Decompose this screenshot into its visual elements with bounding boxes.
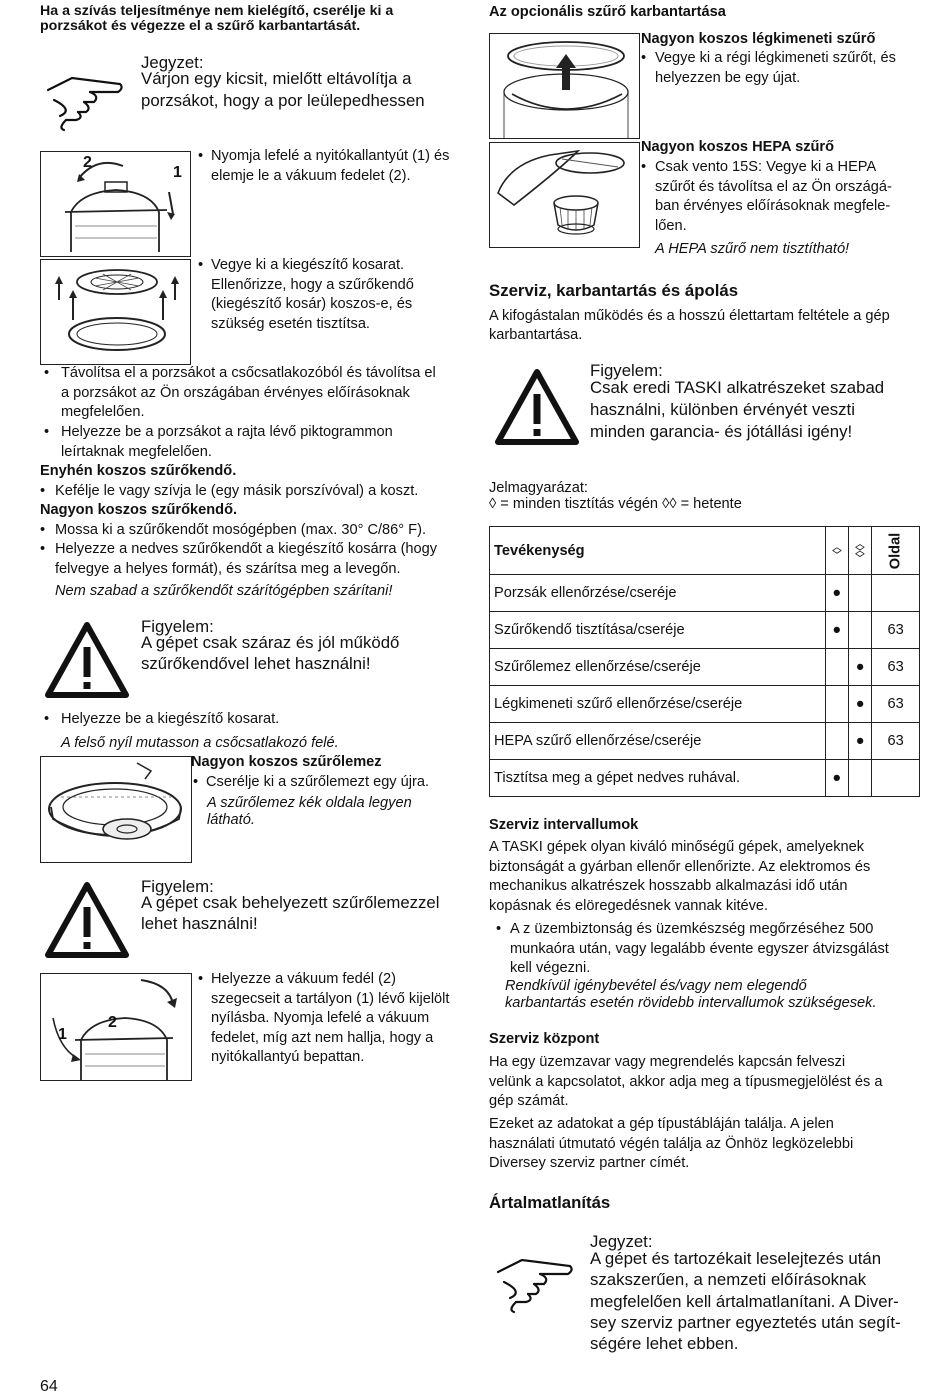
very-dirty-heading: Nagyon koszos szűrőkendő. bbox=[40, 502, 238, 518]
service-center-paragraph bbox=[489, 1053, 929, 1112]
bullet-remove-hepa: • Csak vento 15S: Vegye ki a HEPA szűrőt és távolítsa el az Ön országá- ban érvényes előírásoknak megfele- lően. bbox=[641, 158, 931, 236]
bullet-line: Csak vento 15S: Vegye ki a HEPA bbox=[655, 159, 877, 175]
table-row bbox=[490, 575, 920, 612]
table-cell-mark bbox=[848, 575, 871, 612]
lid-removal-figure bbox=[40, 151, 191, 257]
table-cell-activity: Szűrőlemez ellenőrzése/cseréje bbox=[490, 649, 826, 686]
bullet-line: Mossa ki a szűrőkendőt mosógépben (max. 30° C/86° F). bbox=[55, 522, 427, 538]
warning-line: minden garancia- és jótállási igény! bbox=[590, 422, 853, 441]
column-header-activity: Tevékenység bbox=[490, 527, 826, 575]
bullet-line: A z üzembiztonság és üzemkészség megőrzéséhez 500 bbox=[510, 921, 874, 937]
warning-line: A gépet csak száraz és jól működő bbox=[141, 633, 400, 652]
bullet-insert-basket: • Helyezze be a kiegészítő kosarat. bbox=[44, 710, 474, 730]
warning-line: használni, különben érvényét veszti bbox=[590, 400, 855, 419]
bullet-line: megfelelően. bbox=[61, 404, 145, 421]
table-row bbox=[490, 686, 920, 723]
table-cell-mark: ● bbox=[848, 723, 871, 760]
plate-note-line: látható. bbox=[207, 812, 255, 828]
bullet-line: Cserélje ki a szűrőlemezt egy újra. bbox=[206, 774, 430, 790]
column-header-each-cleaning bbox=[825, 527, 848, 575]
paragraph-line: kopásnak és elöregedésnek vannak kitéve. bbox=[489, 897, 769, 914]
table-header-row bbox=[490, 527, 920, 575]
column-header-label: ◊◊ bbox=[852, 544, 868, 557]
filter-plate-heading: Nagyon koszos szűrőlemez bbox=[191, 754, 382, 770]
table-cell-mark bbox=[825, 723, 848, 760]
bullet-line: kell végezni. bbox=[510, 960, 591, 977]
note-line: porzsákot, hogy a por leülepedhessen bbox=[141, 91, 425, 110]
bullet-remove-bag: • Távolítsa el a porzsákot a csőcsatlakozóból és távolítsa el a porzsákot az Ön országában érvényes előírásoknak megfelelően. bbox=[44, 364, 474, 423]
column-header-label: ◊ bbox=[829, 547, 845, 554]
step-line: Ellenőrizze, hogy a szűrőkendő bbox=[211, 276, 414, 293]
warning-triangle-icon bbox=[44, 880, 130, 960]
bullet-line: helyezzen be egy újat. bbox=[655, 69, 801, 86]
table-cell-activity: Légkimeneti szűrő ellenőrzése/cseréje bbox=[490, 686, 826, 723]
table-cell-mark bbox=[825, 686, 848, 723]
page-number: 64 bbox=[40, 1378, 58, 1395]
table-cell-mark: ● bbox=[825, 612, 848, 649]
warning-triangle-icon bbox=[494, 367, 580, 447]
bullet-inspection: • A z üzembiztonság és üzemkészség megőrzéséhez 500 munkaóra után, vagy legalább évente egyszer átvizsgálást kell végezni. bbox=[496, 920, 926, 979]
bullet-line: Helyezze be a porzsákot a rajta lévő piktogrammon bbox=[61, 424, 393, 440]
service-intervals-paragraph bbox=[489, 838, 929, 916]
warning-line: A gépet csak behelyezett szűrőlemezzel bbox=[141, 893, 440, 912]
exhaust-filter-heading: Nagyon koszos légkimeneti szűrő bbox=[641, 31, 876, 47]
column-header-page bbox=[872, 527, 920, 575]
table-cell-page bbox=[872, 575, 920, 612]
table-cell-page: 63 bbox=[872, 723, 920, 760]
paragraph-line: A TASKI gépek olyan kiváló minőségű gépek, amelyeknek bbox=[489, 839, 865, 855]
table-cell-mark: ● bbox=[825, 760, 848, 797]
service-heading: Szerviz, karbantartás és ápolás bbox=[489, 281, 739, 300]
service-paragraph: A kifogástalan működés és a hosszú élettartam feltétele a gép bbox=[489, 308, 890, 324]
figure-number-label: 1 bbox=[58, 1026, 67, 1043]
paragraph-line: Ezeket az adatokat a gép típustábláján találja. A jelen bbox=[489, 1116, 834, 1132]
table-cell-activity: HEPA szűrő ellenőrzése/cseréje bbox=[490, 723, 826, 760]
exhaust-filter-figure bbox=[489, 33, 640, 139]
paragraph-line: Ha egy üzemzavar vagy megrendelés kapcsán felveszi bbox=[489, 1054, 846, 1070]
step-line: elemje le a vákuum fedelet (2). bbox=[211, 167, 411, 184]
step-line: fedelet, míg azt nem hallja, hogy a bbox=[211, 1029, 434, 1046]
step-line: Helyezze a vákuum fedél (2) bbox=[211, 971, 396, 987]
table-row bbox=[490, 723, 920, 760]
column-header-weekly bbox=[848, 527, 871, 575]
step-line: nyitókallantyú bepattan. bbox=[211, 1049, 365, 1066]
table-cell-page: 63 bbox=[872, 649, 920, 686]
step-line: (kiegészítő kosár) koszos-e, és bbox=[211, 296, 413, 313]
interval-note-line: karbantartás esetén rövidebb intervallumok szükségesek. bbox=[505, 995, 877, 1011]
disposal-heading: Ártalmatlanítás bbox=[489, 1193, 611, 1212]
service-intervals-heading: Szerviz intervallumok bbox=[489, 817, 639, 833]
table-cell-activity: Szűrőkendő tisztítása/cseréje bbox=[490, 612, 826, 649]
figure-number-label: 2 bbox=[83, 154, 92, 171]
table-cell-mark bbox=[848, 612, 871, 649]
note-title: Jegyzet: bbox=[141, 53, 204, 72]
paragraph-line: mechanikus alkatrészek hosszabb alkalmazási idő után bbox=[489, 878, 848, 895]
note-line: megfelelően kell ártalmatlanítani. A Diver- bbox=[590, 1292, 899, 1311]
bullet-line: munkaóra után, vagy legalább évente egyszer átvizsgálást bbox=[510, 940, 889, 957]
paragraph-line: használati útmutató végén találja az Önhöz legközelebbi bbox=[489, 1135, 854, 1152]
service-paragraph: karbantartása. bbox=[489, 327, 583, 343]
paragraph-line: Diversey szerviz partner címét. bbox=[489, 1155, 690, 1172]
warning-line: szűrőkendővel lehet használni! bbox=[141, 654, 371, 673]
note-line: Várjon egy kicsit, mielőtt eltávolítja a bbox=[141, 69, 412, 88]
note-line: szakszerűen, a nemzeti előírásoknak bbox=[590, 1270, 867, 1289]
hepa-filter-heading: Nagyon koszos HEPA szűrő bbox=[641, 139, 834, 155]
warning-line: lehet használni! bbox=[141, 914, 258, 933]
step-close-lid: • Helyezze a vákuum fedél (2) szegecseit a tartályon (1) lévő kijelölt nyílásba. Nyomja lefelé a vákuum fedelet, míg azt nem hallja, hogy a nyitókallantyú bepattan. bbox=[198, 970, 478, 1068]
lid-closing-figure bbox=[40, 973, 192, 1081]
column-header-label: Oldal bbox=[887, 532, 904, 569]
paragraph-line: velünk a kapcsolatot, akkor adja meg a típusmegjelölést és a bbox=[489, 1073, 883, 1090]
bullet-replace-exhaust: • Vegye ki a régi légkimeneti szűrőt, és helyezzen be egy újat. bbox=[641, 49, 931, 88]
step-line: szükség esetén tisztítsa. bbox=[211, 315, 370, 332]
bullet-brush-off: • Kefélje le vagy szívja le (egy másik porszívóval) a koszt. bbox=[40, 482, 470, 502]
step-line: Nyomja lefelé a nyitókallantyút (1) és bbox=[211, 148, 450, 164]
arrow-direction-note: A felső nyíl mutasson a csőcsatlakozó felé. bbox=[61, 735, 339, 751]
bullet-line: Helyezze a nedves szűrőkendőt a kiegészítő kosárra (hogy bbox=[55, 541, 438, 557]
bullet-line: Vegye ki a régi légkimeneti szűrőt, és bbox=[655, 50, 896, 66]
filter-plate-figure bbox=[40, 756, 192, 863]
legend-title: Jelmagyarázat: bbox=[489, 480, 588, 496]
table-cell-page: 63 bbox=[872, 612, 920, 649]
note-line: sey szerviz partner egyeztetés után segít- bbox=[590, 1313, 901, 1332]
table-row bbox=[490, 612, 920, 649]
table-cell-activity: Tisztítsa meg a gépet nedves ruhával. bbox=[490, 760, 826, 797]
figure-number-label: 2 bbox=[108, 1014, 117, 1031]
bullet-line: leírtaknak megfelelően. bbox=[61, 443, 212, 460]
intro-text: Ha a szívás teljesítménye nem kielégítő, cserélje ki a porzsákot és végezze el a szűrő karbantartását. bbox=[40, 3, 394, 34]
bullet-line: szűrőt és távolítsa el az Ön országá- bbox=[655, 178, 892, 195]
table-cell-page: 63 bbox=[872, 686, 920, 723]
warning-title: Figyelem: bbox=[141, 617, 214, 636]
paragraph-line: biztonságát a gyárban ellenőr ellenőrizte. Az elektromos és bbox=[489, 858, 871, 875]
figure-number-label: 1 bbox=[173, 164, 182, 181]
pointing-hand-icon bbox=[44, 70, 124, 132]
note-line: A gépet és tartozékait leselejtezés után bbox=[590, 1249, 882, 1268]
bullet-line: Helyezze be a kiegészítő kosarat. bbox=[61, 711, 280, 727]
plate-note-line: A szűrőlemez kék oldala legyen bbox=[207, 795, 412, 811]
warning-title: Figyelem: bbox=[141, 877, 214, 896]
optional-filter-heading: Az opcionális szűrő karbantartása bbox=[489, 4, 726, 20]
step-open-lid: • Nyomja lefelé a nyitókallantyút (1) és elemje le a vákuum fedelet (2). bbox=[198, 147, 468, 186]
table-cell-activity: Porzsák ellenőrzése/cseréje bbox=[490, 575, 826, 612]
service-center-paragraph bbox=[489, 1115, 929, 1174]
bullet-dry: • Helyezze a nedves szűrőkendőt a kiegészítő kosárra (hogy felvegye a helyes formát), és szárítsa meg a levegőn. bbox=[40, 540, 470, 579]
bullet-line: felvegye a helyes formát), és szárítsa meg a levegőn. bbox=[55, 560, 401, 577]
basket-figure bbox=[40, 259, 191, 365]
step-line: szegecseit a tartályon (1) lévő kijelölt bbox=[211, 990, 450, 1007]
slightly-dirty-heading: Enyhén koszos szűrőkendő. bbox=[40, 463, 237, 479]
hepa-not-cleanable-note: A HEPA szűrő nem tisztítható! bbox=[655, 241, 850, 257]
note-line: ségére lehet ebben. bbox=[590, 1334, 739, 1353]
no-dryer-note: Nem szabad a szűrőkendőt szárítógépben szárítani! bbox=[55, 583, 393, 599]
legend-text: ◊ = minden tisztítás végén ◊◊ = hetente bbox=[489, 496, 742, 512]
step-remove-basket: • Vegye ki a kiegészítő kosarat. Ellenőrizze, hogy a szűrőkendő (kiegészítő kosár) koszos-e, és szükség esetén tisztítsa. bbox=[198, 256, 468, 334]
bullet-line: ban érvényes előírásoknak megfele- bbox=[655, 198, 891, 215]
step-line: Vegye ki a kiegészítő kosarat. bbox=[211, 257, 405, 273]
table-cell-mark bbox=[848, 760, 871, 797]
table-cell-mark: ● bbox=[825, 575, 848, 612]
bullet-line: a porzsákot az Ön országában érvényes előírásoknak bbox=[61, 384, 410, 401]
table-row bbox=[490, 649, 920, 686]
hepa-filter-figure bbox=[489, 142, 640, 248]
table-cell-mark: ● bbox=[848, 686, 871, 723]
note-title: Jegyzet: bbox=[590, 1232, 653, 1251]
paragraph-line: gép számát. bbox=[489, 1093, 569, 1110]
bullet-line: Távolítsa el a porzsákot a csőcsatlakozóból és távolítsa el bbox=[61, 365, 436, 381]
table-cell-mark bbox=[825, 649, 848, 686]
bullet-wash: • Mossa ki a szűrőkendőt mosógépben (max. 30° C/86° F). bbox=[40, 521, 470, 541]
table-row bbox=[490, 760, 920, 797]
interval-note-line: Rendkívül igénybevétel és/vagy nem elegendő bbox=[505, 978, 807, 994]
step-line: nyílásba. Nyomja lefelé a vákuum bbox=[211, 1010, 430, 1027]
maintenance-table bbox=[489, 526, 920, 797]
warning-line: Csak eredi TASKI alkatrészeket szabad bbox=[590, 378, 885, 397]
bullet-line: Kefélje le vagy szívja le (egy másik porszívóval) a koszt. bbox=[55, 483, 419, 499]
warning-triangle-icon bbox=[44, 620, 130, 700]
bullet-line: lően. bbox=[655, 217, 687, 234]
bullet-replace-plate: • Cserélje ki a szűrőlemezt egy újra. bbox=[193, 773, 483, 793]
table-cell-page bbox=[872, 760, 920, 797]
warning-title: Figyelem: bbox=[590, 361, 663, 380]
pointing-hand-icon bbox=[494, 1252, 574, 1314]
service-center-heading: Szerviz központ bbox=[489, 1031, 600, 1047]
bullet-insert-bag: • Helyezze be a porzsákot a rajta lévő piktogrammon leírtaknak megfelelően. bbox=[44, 423, 474, 462]
table-cell-mark: ● bbox=[848, 649, 871, 686]
